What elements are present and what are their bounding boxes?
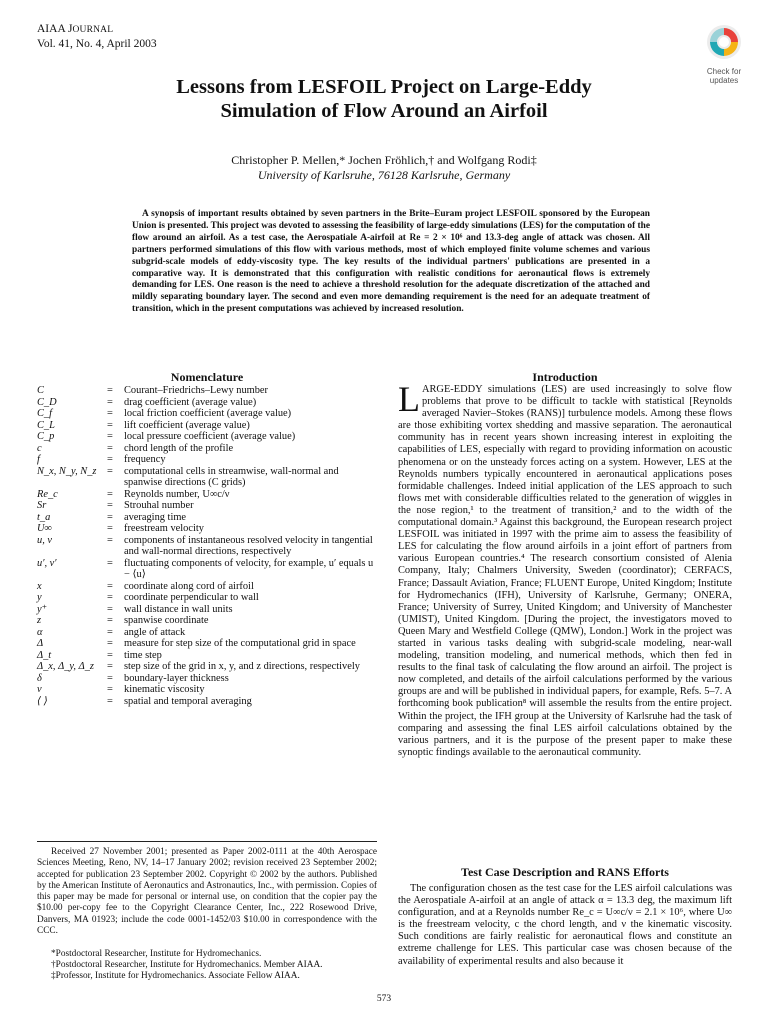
test-case-heading: Test Case Description and RANS Efforts <box>461 865 669 879</box>
nomenclature-symbol: Δ_x, Δ_y, Δ_z <box>37 661 94 672</box>
nomenclature-definition: chord length of the profile <box>124 442 234 454</box>
badge-line2: updates <box>709 76 739 85</box>
nomenclature-item <box>37 443 377 455</box>
nomenclature-symbol: α <box>37 626 43 638</box>
nomenclature-equals: = <box>107 672 113 684</box>
journal-volume: Vol. 41, No. 4, April 2003 <box>37 38 157 50</box>
nomenclature-equals: = <box>107 500 113 511</box>
nomenclature-symbol: C_f <box>37 408 53 419</box>
nomenclature-definition: coordinate perpendicular to wall <box>124 592 259 603</box>
nomenclature-symbol: C_L <box>37 419 55 431</box>
nomenclature-equals: = <box>107 454 113 465</box>
nomenclature-symbol: y <box>37 592 42 603</box>
nomenclature-equals: = <box>107 431 113 442</box>
nomenclature-equals: = <box>107 534 113 546</box>
nomenclature-definition: local pressure coefficient (average value) <box>124 431 296 442</box>
check-updates-icon <box>706 24 742 60</box>
nomenclature-list <box>37 385 377 707</box>
nomenclature-item <box>37 523 377 535</box>
affiliation: University of Karlsruhe, 76128 Karlsruhe, Germany <box>257 168 511 182</box>
nomenclature-definition: Reynolds number, U∞c/ν <box>124 488 230 500</box>
author3-footnote: ‡Professor, Institute for Hydromechanics. Associate Fellow AIAA. <box>51 971 300 981</box>
nomenclature-equals: = <box>107 695 113 707</box>
nomenclature-definition: boundary-layer thickness <box>124 672 229 684</box>
nomenclature-equals: = <box>107 557 113 569</box>
nomenclature-item <box>37 592 377 604</box>
nomenclature-equals: = <box>107 580 113 592</box>
author-list: Christopher P. Mellen,* Jochen Fröhlich,† and Wolfgang Rodi‡ <box>231 153 537 167</box>
nomenclature-item <box>37 558 377 581</box>
nomenclature-definition: fluctuating components of velocity, for example, u′ equals u − ⟨u⟩ <box>124 557 374 580</box>
nomenclature-equals: = <box>107 626 113 638</box>
nomenclature-item <box>37 673 377 685</box>
nomenclature-equals: = <box>107 684 113 695</box>
nomenclature-item <box>37 489 377 501</box>
nomenclature-symbol: C_D <box>37 396 57 408</box>
nomenclature-equals: = <box>107 419 113 431</box>
nomenclature-item <box>37 615 377 627</box>
introduction-heading: Introduction <box>532 370 598 384</box>
badge-line1: Check for <box>706 67 742 76</box>
nomenclature-symbol: ⟨ ⟩ <box>37 695 48 707</box>
nomenclature-symbol: x <box>37 580 42 592</box>
author1-footnote: *Postdoctoral Researcher, Institute for Hydromechanics. <box>51 949 262 959</box>
nomenclature-symbol: t_a <box>37 511 51 523</box>
nomenclature-equals: = <box>107 511 113 523</box>
nomenclature-equals: = <box>107 396 113 408</box>
nomenclature-definition: lift coefficient (average value) <box>124 419 250 431</box>
nomenclature-definition: kinematic viscosity <box>124 684 205 695</box>
nomenclature-equals: = <box>107 488 113 500</box>
nomenclature-symbol: z <box>37 615 42 626</box>
nomenclature-heading: Nomenclature <box>170 370 244 384</box>
nomenclature-item <box>37 684 377 696</box>
nomenclature-item <box>37 431 377 443</box>
nomenclature-definition: angle of attack <box>124 626 186 638</box>
nomenclature-item <box>37 650 377 662</box>
nomenclature-equals: = <box>107 649 113 661</box>
nomenclature-symbol: Sr <box>37 500 47 511</box>
nomenclature-equals: = <box>107 385 113 396</box>
journal-name: AIAA JOURNAL <box>37 23 114 35</box>
journal-header <box>37 22 157 51</box>
nomenclature-item <box>37 535 377 558</box>
nomenclature-symbol: c <box>37 442 42 454</box>
nomenclature-definition: wall distance in wall units <box>124 603 233 615</box>
title-line-2: Simulation of Flow Around an Airfoil <box>220 100 548 122</box>
nomenclature-definition: computational cells in streamwise, wall-normal and spanwise directions (C grids) <box>124 465 339 488</box>
nomenclature-item <box>37 604 377 616</box>
abstract: A synopsis of important results obtained by seven partners in the Brite–Euram project LESFOIL sponsored by the European Union is presented. This project was devoted to assessing the feasibility of large-eddy simulations (LES) for the computation of the flow around an airfoil. As a test case, the Aerospatiale A-airfoil at Re = 2 × 10⁶ and 13.3-deg angle of attack was chosen. All partners performed simulations of this flow with various methods, most of which employed finite volume schemes and various subgrid-scale models of eddy-viscosity type. The key results of the individual partners' publications are presented in a comparative way. It is demonstrated that this configuration with realistic conditions for aeronautical flows is extremely demanding for LES. One reason is the need to achieve a threshold resolution for the adequate discretization of the attached and mildly separating boundary layer. The second and even more demanding requirement is the need for an adequate treatment of transition, which in the present computations was achieved by increased resolution. <box>132 209 650 315</box>
nomenclature-symbol: ν <box>37 684 42 695</box>
author2-footnote: †Postdoctoral Researcher, Institute for Hydromechanics. Member AIAA. <box>51 960 323 970</box>
nomenclature-symbol: u, v <box>37 534 53 546</box>
nomenclature-definition: measure for step size of the computational grid in space <box>124 638 356 649</box>
nomenclature-symbol: Δ_t <box>37 649 52 661</box>
nomenclature-equals: = <box>107 661 113 672</box>
nomenclature-symbol: y⁺ <box>37 603 48 615</box>
nomenclature-equals: = <box>107 592 113 603</box>
nomenclature-equals: = <box>107 465 113 477</box>
nomenclature-definition: frequency <box>124 454 166 465</box>
nomenclature-item <box>37 420 377 432</box>
nomenclature-item <box>37 627 377 639</box>
nomenclature-symbol: Re_c <box>37 488 58 500</box>
nomenclature-item <box>37 466 377 489</box>
nomenclature-symbol: N_x, N_y, N_z <box>37 465 97 477</box>
nomenclature-item <box>37 581 377 593</box>
introduction-body <box>398 379 732 759</box>
nomenclature-item <box>37 661 377 673</box>
nomenclature-definition: spanwise coordinate <box>124 615 209 626</box>
nomenclature-symbol: u′, v′ <box>37 557 57 569</box>
nomenclature-equals: = <box>107 615 113 626</box>
nomenclature-item <box>37 512 377 524</box>
nomenclature-definition: Strouhal number <box>124 500 194 511</box>
nomenclature-definition: Courant–Friedrichs–Lewy number <box>124 385 268 396</box>
title-line-1: Lessons from LESFOIL Project on Large-Eddy <box>176 76 592 98</box>
nomenclature-item <box>37 500 377 512</box>
nomenclature-symbol: U∞ <box>37 523 52 534</box>
nomenclature-definition: step size of the grid in x, y, and z directions, respectively <box>124 661 360 672</box>
nomenclature-symbol: f <box>37 454 40 465</box>
nomenclature-symbol: Δ <box>37 638 44 649</box>
test-case-body: The configuration chosen as the test case for the LES airfoil calculations was the Aerospatiale A-airfoil at an angle of attack α = 13.3 deg, the maximum lift configuration, and at a Reynolds number Re_c = U∞c/ν = 2.1 × 10⁶, where U∞ is the freestream velocity, c the chord length, and ν the kinematic viscosity. Such conditions are fairly realistic for aeronautical flows and constitute an extreme challenge for LES. This particular case was chosen because of the availability of experimental results and also because it <box>398 883 732 967</box>
nomenclature-item <box>37 397 377 409</box>
introduction-text: ARGE-EDDY simulations (LES) are used increasingly to solve flow problems that prove to be difficult to tackle with statistical [Reynolds averaged Navier–Stokes (RANS)] turbulence models. Among these flows are those exhibiting vortex shedding and massive separation. The aeronautical community has in recent years shown increasing interest in exploiting the capabilities of LES, especially with regard to providing information on acoustic phenomena or on the unsteady forces acting on a system. However, LES at the Reynolds numbers typically encountered in aeronautical applications poses formidable challenges. Indeed initial application of the LES approach to such flows met with considerable difficulties related to the generation of wiggles in the nose region,¹ to the treatment of transition,² and to the width of the computational domain.³ Against this background, the European research project LESFOIL was initiated in 1997 with the prime aim to assess the feasibility of LES for calculating the flow around airfoils in a joint effort of partners from various European countries.⁴ The research consortium consisted of Alenia Company, Italy; Chalmers University, Sweden (coordinator); CERFACS, France; Dassault Aviation, France; FLUENT Europe, United Kingdom; Institute for Hydromechanics (IFH), University of Karlsruhe, Germany; ONERA, France; University of Surrey, United Kingdom; and University of Manchester (UMIST), United Kingdom. [During the project, the investigators moved to Queen Mary and Westfield College (QMW), London.] Work in the project was started in various tasks dealing with subgrid-scale modeling, near-wall modeling, transition modeling, and numerical methods, which then fed in results to the final task of calculating the flow around an airfoil. The project is now completed, and details of the airfoil calculations performed by the various groups are and will be published in individual papers, for example, Refs. 5–7. A forthcoming book publication⁸ will assemble the results from the entire project. Within the project, the IFH group at the University of Karlsruhe had the task of comparing and assessing the final LES airfoil calculations obtained by the various partners, and it is the purpose of the present paper to make these synoptic findings available to the aeronautical community. <box>398 384 732 758</box>
nomenclature-equals: = <box>107 603 113 615</box>
nomenclature-item <box>37 638 377 650</box>
nomenclature-item <box>37 408 377 420</box>
paper-title <box>60 75 708 123</box>
nomenclature-equals: = <box>107 408 113 419</box>
nomenclature-definition: components of instantaneous resolved velocity in tangential and wall-normal directions, respectively <box>124 534 373 557</box>
nomenclature-item <box>37 454 377 466</box>
received-footnote: Received 27 November 2001; presented as Paper 2002-0111 at the 40th Aerospace Sciences Meeting, Reno, NV, 14–17 January 2002; revision received 23 September 2002; accepted for publication 23 September 2002. Copyright © 2002 by the authors. Published by the American Institute of Aeronautics and Astronautics, Inc., with permission. Copies of this paper may be made for personal or internal use, on condition that the copier pay the $10.00 per-copy fee to the Copyright Clearance Center, Inc., 222 Rosewood Drive, Danvers, MA 01923; include the code 0001-1452/03 $10.00 in correspondence with the CCC. <box>37 847 377 937</box>
drop-cap: L <box>398 379 420 419</box>
nomenclature-equals: = <box>107 523 113 534</box>
nomenclature-definition: time step <box>124 649 162 661</box>
nomenclature-item <box>37 696 377 708</box>
nomenclature-definition: averaging time <box>124 511 187 523</box>
nomenclature-equals: = <box>107 442 113 454</box>
nomenclature-symbol: C_p <box>37 431 55 442</box>
nomenclature-definition: drag coefficient (average value) <box>124 396 257 408</box>
footnote-rule <box>37 841 377 842</box>
page-number: 573 <box>376 994 392 1004</box>
nomenclature-definition: local friction coefficient (average value) <box>124 408 292 419</box>
nomenclature-definition: freestream velocity <box>124 523 204 534</box>
nomenclature-definition: coordinate along cord of airfoil <box>124 580 254 592</box>
nomenclature-symbol: δ <box>37 672 42 684</box>
nomenclature-definition: spatial and temporal averaging <box>124 695 252 707</box>
nomenclature-symbol: C <box>37 385 44 396</box>
nomenclature-item <box>37 385 377 397</box>
nomenclature-equals: = <box>107 638 113 649</box>
